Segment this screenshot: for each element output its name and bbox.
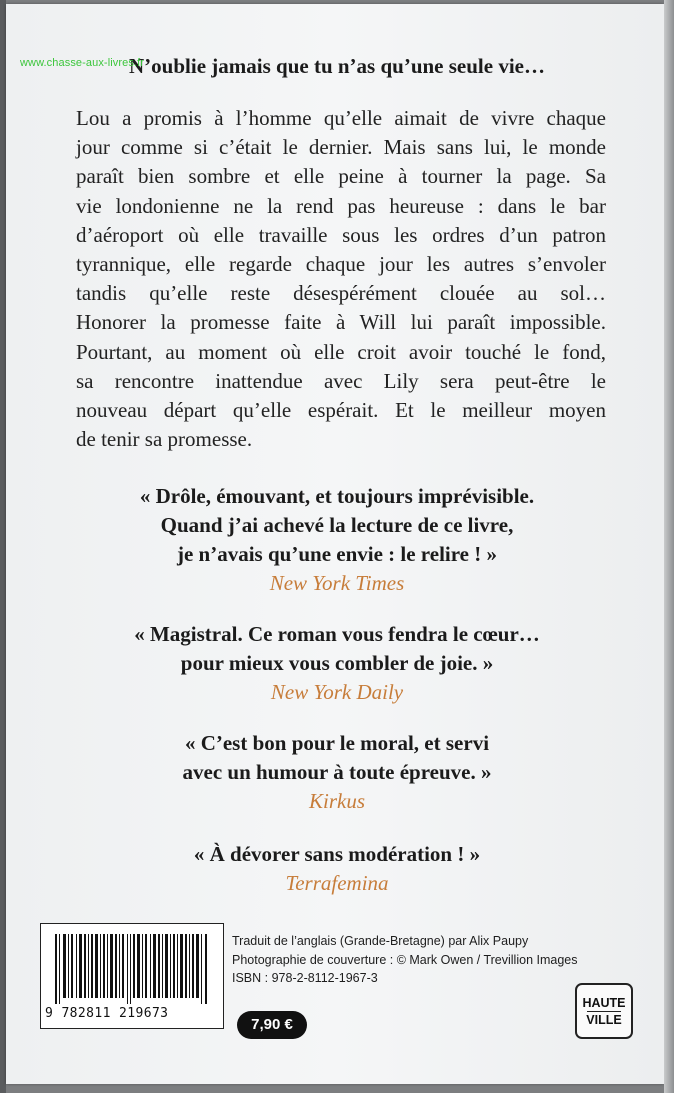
watermark-url: www.chasse-aux-livres.fr bbox=[20, 57, 145, 69]
quote-source: New York Daily bbox=[270, 680, 404, 704]
review-quote-nydaily bbox=[0, 620, 674, 707]
quote-source: New York Times bbox=[269, 571, 405, 595]
quote-line: avec un humour à toute épreuve. » bbox=[182, 760, 492, 784]
synopsis-line: tyrannique, elle regarde chaque jour les autres s’envoler bbox=[76, 252, 606, 277]
quote-line: « Magistral. Ce roman vous fendra le cœur… bbox=[134, 622, 540, 646]
tagline: N’oublie jamais que tu n’as qu’une seule vie… bbox=[129, 54, 545, 78]
barcode-bars bbox=[55, 934, 211, 1004]
quote-source: Terrafemina bbox=[285, 871, 389, 895]
translation-credit: Traduit de l’anglais (Grande-Bretagne) par Alix Paupy bbox=[232, 934, 529, 948]
synopsis-line: vie londonienne ne la rend pas heureuse : dans le bar bbox=[76, 193, 606, 218]
review-quote-kirkus bbox=[0, 729, 674, 816]
barcode bbox=[40, 923, 224, 1029]
synopsis-line: de tenir sa promesse. bbox=[76, 427, 253, 452]
logo-line-1: HAUTE bbox=[582, 996, 626, 1010]
quote-line: « Drôle, émouvant, et toujours imprévisible. bbox=[139, 484, 535, 508]
barcode-digits: 9 782811 219673 bbox=[45, 1006, 169, 1021]
review-quote-nyt bbox=[0, 482, 674, 598]
synopsis-line: Pourtant, au moment où elle croit avoir touché le fond, bbox=[76, 339, 606, 364]
quote-line: je n’avais qu’une envie : le relire ! » bbox=[176, 542, 497, 566]
quote-line: « À dévorer sans modération ! » bbox=[193, 842, 481, 866]
synopsis-line: sa rencontre inattendue avec Lily sera peut-être le bbox=[76, 368, 606, 393]
logo-line-2: VILLE bbox=[586, 1013, 622, 1027]
review-quote-terrafemina bbox=[0, 840, 674, 898]
quote-line: « C’est bon pour le moral, et servi bbox=[184, 731, 490, 755]
quote-line: pour mieux vous combler de joie. » bbox=[180, 651, 494, 675]
price-badge: 7,90 € bbox=[237, 1011, 307, 1039]
photo-credit: Photographie de couverture : © Mark Owen / Trevillion Images bbox=[232, 952, 578, 967]
synopsis-line: Lou a promis à l’homme qu’elle aimait de vivre chaque bbox=[76, 106, 606, 130]
synopsis-line: tandis qu’elle reste désespérément clouée au sol… bbox=[76, 281, 606, 306]
synopsis-line: Honorer la promesse faite à Will lui paraît impossible. bbox=[76, 310, 606, 335]
credits bbox=[232, 932, 577, 988]
publisher-logo bbox=[575, 983, 633, 1039]
synopsis-line: jour comme si c’était le dernier. Mais sans lui, le monde bbox=[76, 135, 606, 160]
quote-line: Quand j’ai achevé la lecture de ce livre, bbox=[160, 513, 514, 537]
isbn: ISBN : 978-2-8112-1967-3 bbox=[232, 971, 378, 985]
synopsis bbox=[76, 104, 606, 454]
quote-source: Kirkus bbox=[308, 789, 365, 813]
synopsis-line: nouveau départ qu’elle espérait. Et le meilleur moyen bbox=[76, 398, 606, 423]
synopsis-line: paraît bien sombre et elle peine à tourner la page. Sa bbox=[76, 164, 606, 189]
synopsis-line: d’aéroport où elle travaille sous les ordres d’un patron bbox=[76, 222, 606, 247]
